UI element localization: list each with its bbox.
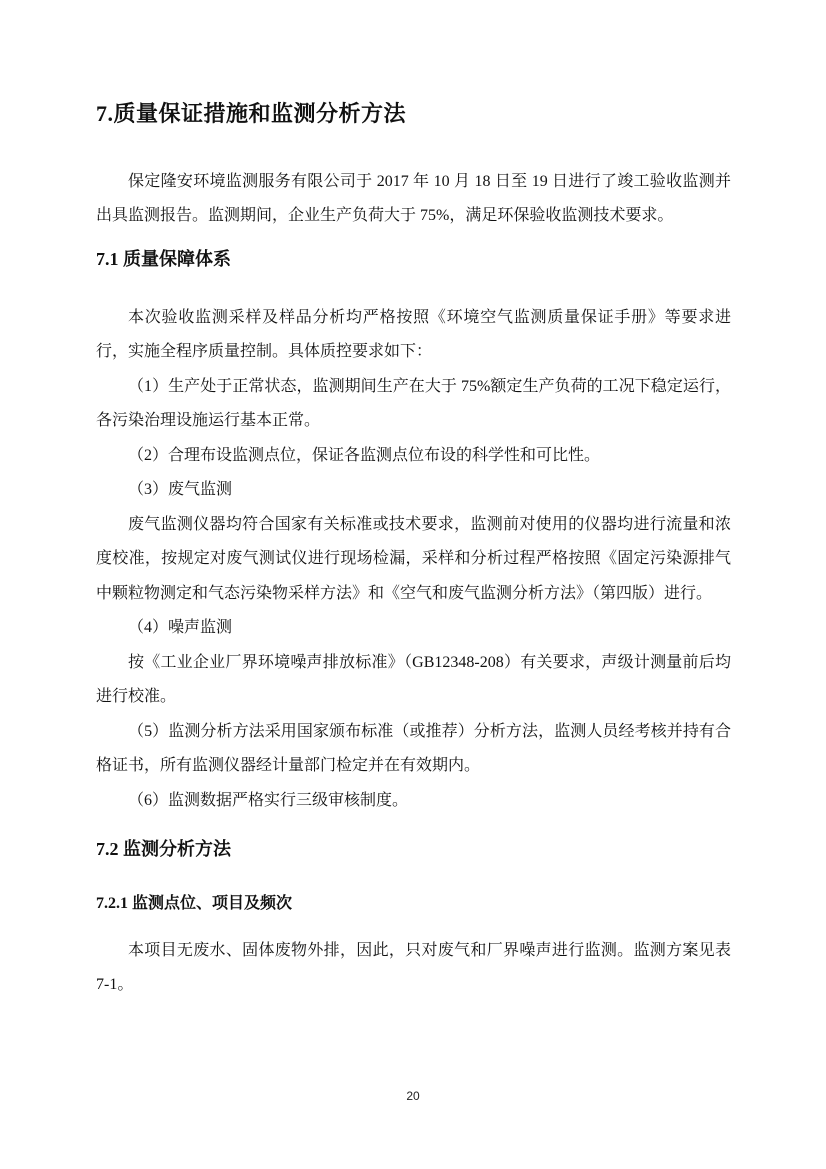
document-content (96, 100, 731, 1003)
section-7-2-1-heading: 7.2.1 监测点位、项目及频次 (96, 894, 293, 912)
qc-item-3: （3）废气监测 (128, 481, 233, 499)
section-7-1-intro-paragraph: 本次验收监测采样及样品分析均严格按照《环境空气监测质量保证手册》等要求进行，实施全程序质量控制。具体质控要求如下： (96, 308, 731, 361)
qc-item-1: （1）生产处于正常状态，监测期间生产在大于 75%额定生产负荷的工况下稳定运行，各污染治理设施运行基本正常。 (96, 377, 731, 430)
qc-item-2: （2）合理布设监测点位，保证各监测点位布设的科学性和可比性。 (128, 446, 601, 464)
page-number: 20 (406, 1089, 420, 1103)
section-7-2-heading: 7.2 监测分析方法 (96, 839, 231, 860)
qc-item-6: （6）监测数据严格实行三级审核制度。 (128, 791, 409, 809)
section-7-2-1-paragraph: 本项目无废水、固体废物外排，因此，只对废气和厂界噪声进行监测。监测方案见表 7-1。 (96, 941, 731, 994)
section-7-intro-paragraph: 保定隆安环境监测服务有限公司于 2017 年 10 月 18 日至 19 日进行了竣工验收监测并出具监测报告。监测期间，企业生产负荷大于 75%，满足环保验收监测技术要求。 (96, 172, 731, 225)
section-7-title: 7.质量保证措施和监测分析方法 (96, 101, 407, 126)
section-7-1-heading: 7.1 质量保障体系 (96, 248, 231, 269)
waste-gas-detail-paragraph: 废气监测仪器均符合国家有关标准或技术要求，监测前对使用的仪器均进行流量和浓度校准，按规定对废气测试仪进行现场检漏，采样和分析过程严格按照《固定污染源排气中颗粒物测定和气态污染物采样方法》和《空气和废气监测分析方法》（第四版）进行。 (96, 515, 731, 602)
qc-item-4: （4）噪声监测 (128, 619, 233, 637)
noise-detail-paragraph: 按《工业企业厂界环境噪声排放标准》（GB12348-208）有关要求，声级计测量前后均进行校准。 (96, 653, 731, 706)
qc-item-5: （5）监测分析方法采用国家颁布标准（或推荐）分析方法，监测人员经考核并持有合格证书，所有监测仪器经计量部门检定并在有效期内。 (96, 722, 731, 775)
